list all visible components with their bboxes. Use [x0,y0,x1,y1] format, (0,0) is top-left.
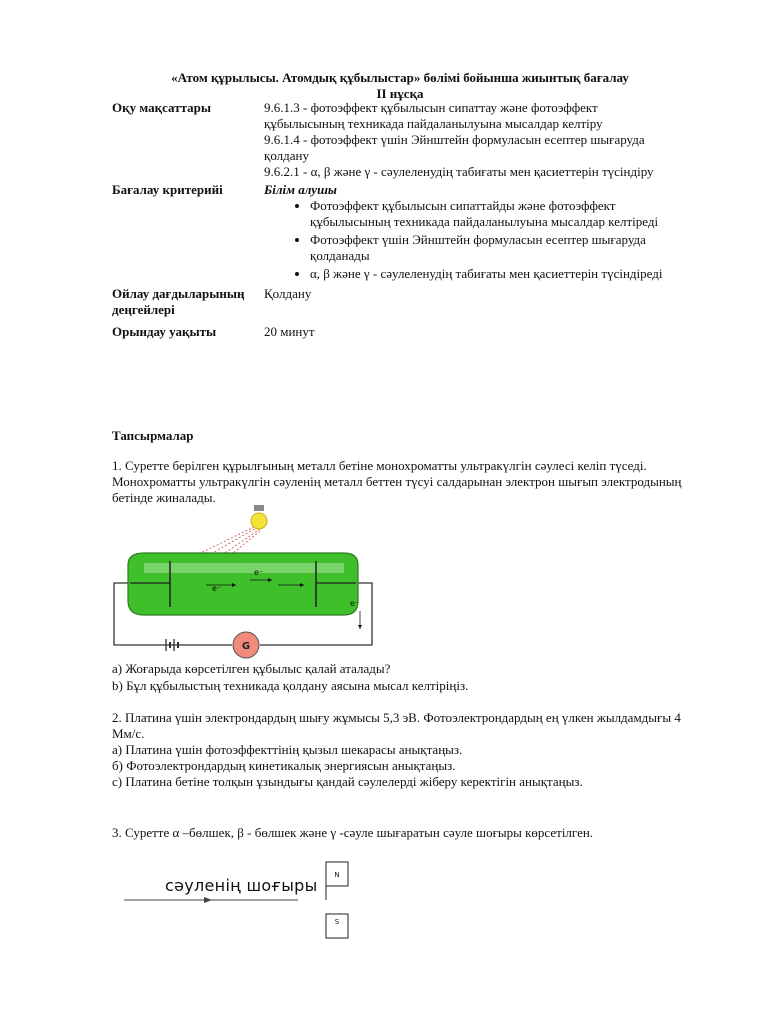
task-2-text: 2. Платина үшін электрондардың шығу жұмысы 5,3 эВ. Фотоэлектрондардың ең үлкен жылдамдығы 4 Мм/с. [112,710,681,741]
criteria-item: • Фотоэффект үшін Эйнштейн формуласын есептер шығаруда қолданады [310,232,672,264]
task-1-text: 1. Суретте берілген құрылғының металл бетіне монохроматты ультракүлгін сәулесі келіп түседі. Монохроматты ультракүлгін сәуленің металл беттен түсуі салдарынан электрон шығып электродының бетінде жиналады. [112,458,682,505]
document-title [110,70,690,102]
electron-label: e⁻ [350,599,360,608]
assessment-info-table [112,100,672,340]
galvanometer-label: G [241,641,251,652]
magnet-north-pole [326,862,348,900]
criteria-cell [264,182,672,286]
goal-item: 9.6.1.3 - фотоэффект құбылысын сипаттау және фотоэффект құбылысының техникада пайдаланылуына мысалдар келтіру [264,100,603,131]
criteria-list [264,198,672,282]
goals-label: Оқу мақсаттары [112,100,212,115]
time-label: Орындау уақыты [112,324,217,339]
uv-lamp-icon [251,505,267,529]
levels-value: Қолдану [264,286,312,301]
time-value: 20 минут [264,324,315,339]
tasks-heading: Тапсырмалар [112,428,194,443]
radiation-beam-figure [120,860,360,940]
magnet-south-pole [326,914,348,938]
criteria-item: • Фотоэффект құбылысын сипаттайды және фотоэффект құбылысының техникада пайдаланылуына мысалдар келтіреді [310,198,672,230]
task-2-question-b: б) Фотоэлектрондардың кинетикалық энергиясын анықтаңыз. [112,758,456,773]
criteria-item: • α, β және γ - сәулеленудің табиғаты мен қасиеттерін түсіндіреді [310,266,672,282]
criteria-label: Бағалау критерийі [112,182,223,197]
task-3-text: 3. Суретте α –бөлшек, β - бөлшек және γ -сәуле шығаратын сәуле шоғыры көрсетілген. [112,825,594,840]
electron-label: e⁻ [254,568,264,577]
goals-cell [264,100,672,182]
goal-item: 9.6.1.4 - фотоэффект үшін Эйнштейн формуласын есептер шығаруда қолдану [264,132,645,163]
north-label: N [334,871,340,879]
galvanometer-icon [233,632,259,658]
photoeffect-device-figure [100,505,390,665]
criteria-heading: Білім алушы [264,182,337,197]
task-1-question-b: b) Бұл құбылыстың техникада қолдану аясына мысал келтіріңіз. [112,678,469,693]
beam-label: сәуленің шоғыры [165,876,318,895]
task-1-question-a: а) Жоғарыда көрсетілген құбылыс қалай аталады? [112,661,391,676]
task-2-question-c: с) Платина бетіне толқын ұзындығы қандай сәулелерді жіберу керектігін анықтаңыз. [112,774,583,789]
title-line-1: «Атом құрылысы. Атомдық құбылыстар» бөлімі бойынша жиынтық бағалау [171,70,629,85]
electron-label: e⁻ [212,584,222,593]
levels-label: Ойлау дағдыларының деңгейлері [112,286,245,317]
goal-item: 9.6.2.1 - α, β және γ - сәулеленудің табиғаты мен қасиеттерін түсіндіру [264,164,654,179]
south-label: S [334,918,340,926]
task-2-question-a: а) Платина үшін фотоэффекттінің қызыл шекарасы анықтаңыз. [112,742,463,757]
vacuum-tube [128,553,358,615]
title-line-2: II нұсқа [376,86,424,101]
